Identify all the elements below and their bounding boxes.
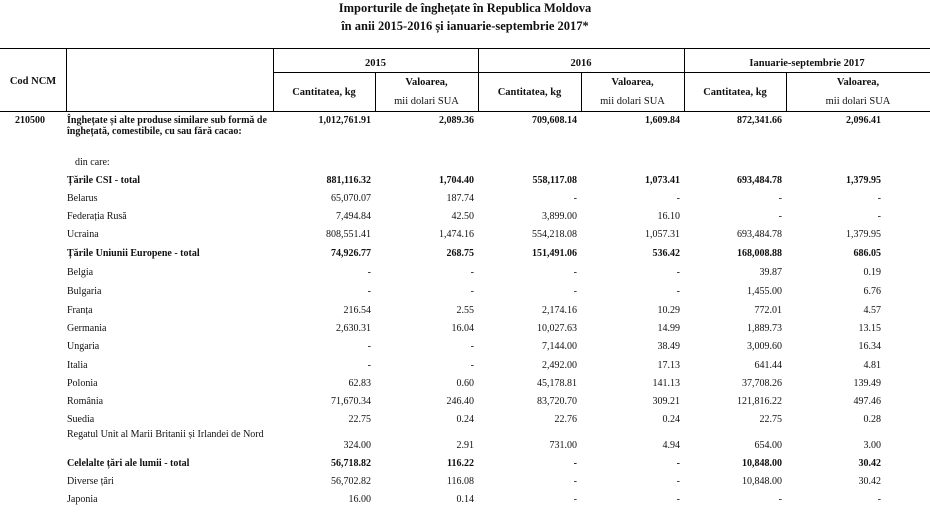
value-2015-cell: 1,474.16 bbox=[439, 229, 474, 240]
value-2015-cell: - bbox=[470, 360, 474, 371]
row-label: Regatul Unit al Marii Britanii și Irlandei de Nord bbox=[67, 429, 264, 440]
quantity-2016-cell: - bbox=[573, 476, 577, 487]
value-2015-cell: 42.50 bbox=[451, 211, 474, 222]
quantity-2015-cell: 324.00 bbox=[343, 440, 371, 451]
value-2016-cell: - bbox=[676, 458, 680, 469]
value-2017-cell: 4.57 bbox=[863, 305, 881, 316]
value-2017-cell: 3.00 bbox=[863, 440, 881, 451]
quantity-2015-cell: 65,070.07 bbox=[331, 193, 371, 204]
quantity-2017-cell: 39.87 bbox=[759, 267, 782, 278]
row-label: Belgia bbox=[67, 267, 94, 278]
value-2016-cell: 16.10 bbox=[657, 211, 680, 222]
cod-ncm-header: Cod NCM bbox=[9, 76, 57, 87]
quantity-2015-cell: 56,718.82 bbox=[331, 458, 371, 469]
value-2015-cell: 0.24 bbox=[456, 414, 474, 425]
value-2015-cell: 2.55 bbox=[456, 305, 474, 316]
value-2016-cell: - bbox=[676, 286, 680, 297]
value-2017-cell: 4.81 bbox=[863, 360, 881, 371]
value-2015-cell: 2.91 bbox=[456, 440, 474, 451]
table-title-line1: Importurile de înghețate în Republica Moldova bbox=[338, 1, 592, 15]
value-2017-cell: 13.15 bbox=[858, 323, 881, 334]
quantity-2016-cell: 731.00 bbox=[549, 440, 577, 451]
quantity-2017-cell: 37,708.26 bbox=[742, 378, 782, 389]
row-label: Federația Rusă bbox=[67, 211, 127, 222]
value-2017-cell: 2,096.41 bbox=[846, 115, 881, 126]
quantity-2015-cell: 216.54 bbox=[343, 305, 371, 316]
quantity-2017-cell: - bbox=[778, 211, 782, 222]
header-mid-rule bbox=[273, 72, 930, 73]
quantity-2015-cell: 881,116.32 bbox=[326, 175, 371, 186]
value-2015-cell: 16.04 bbox=[451, 323, 474, 334]
value-unit-header: mii dolari SUA bbox=[600, 96, 665, 107]
quantity-2015-cell: 74,926.77 bbox=[331, 248, 371, 259]
quantity-2016-cell: 2,492.00 bbox=[542, 360, 577, 371]
value-2017-cell: 1,379.95 bbox=[846, 229, 881, 240]
quantity-2017-cell: 1,889.73 bbox=[747, 323, 782, 334]
quantity-2015-cell: 56,702.82 bbox=[331, 476, 371, 487]
table-title-line2: în anii 2015-2016 și ianuarie-septembrie 2017* bbox=[341, 19, 589, 33]
value-2016-cell: 0.24 bbox=[662, 414, 680, 425]
quantity-2016-cell: 151,491.06 bbox=[532, 248, 577, 259]
row-label: România bbox=[67, 396, 104, 407]
quantity-2016-cell: 10,027.63 bbox=[537, 323, 577, 334]
value-2015-cell: 116.08 bbox=[446, 476, 474, 487]
row-label: Ucraina bbox=[67, 229, 99, 240]
row-label: Germania bbox=[67, 323, 107, 334]
quantity-2016-cell: 83,720.70 bbox=[537, 396, 577, 407]
period-header-2016: 2016 bbox=[570, 58, 592, 69]
quantity-2015-cell: - bbox=[367, 267, 371, 278]
quantity-2016-cell: 45,178.81 bbox=[537, 378, 577, 389]
value-2017-cell: 1,379.95 bbox=[846, 175, 881, 186]
value-2017-cell: - bbox=[877, 211, 881, 222]
quantity-2016-cell: 22.76 bbox=[554, 414, 577, 425]
row-label: Polonia bbox=[67, 378, 98, 389]
value-2016-cell: 141.13 bbox=[652, 378, 680, 389]
quantity-2015-cell: - bbox=[367, 360, 371, 371]
value-2016-cell: - bbox=[676, 193, 680, 204]
value-2015-cell: 2,089.36 bbox=[439, 115, 474, 126]
quantity-2015-cell: 2,630.31 bbox=[336, 323, 371, 334]
value-2015-cell: 268.75 bbox=[446, 248, 474, 259]
value-2016-cell: 14.99 bbox=[657, 323, 680, 334]
row-label: Bulgaria bbox=[67, 286, 102, 297]
quantity-2015-cell: 22.75 bbox=[348, 414, 371, 425]
value-2016-cell: 17.13 bbox=[657, 360, 680, 371]
value-2017-cell: 30.42 bbox=[858, 476, 881, 487]
quantity-header: Cantitatea, kg bbox=[497, 87, 562, 98]
value-2015-cell: 187.74 bbox=[446, 193, 474, 204]
quantity-2016-cell: - bbox=[573, 267, 577, 278]
quantity-2017-cell: 3,009.60 bbox=[747, 341, 782, 352]
value-2016-cell: 1,057.31 bbox=[645, 229, 680, 240]
row-label: Celelalte țări ale lumii - total bbox=[67, 458, 190, 469]
quantity-2017-cell: 1,455.00 bbox=[747, 286, 782, 297]
value-2016-cell: 4.94 bbox=[662, 440, 680, 451]
quantity-2017-cell: 22.75 bbox=[759, 414, 782, 425]
row-label: Țările Uniunii Europene - total bbox=[67, 248, 200, 259]
quantity-2015-cell: 808,551.41 bbox=[326, 229, 371, 240]
row-label: Înghețate și alte produse similare sub formă de înghețată, comestibile, cu sau fără cacao: bbox=[67, 115, 267, 137]
quantity-2015-cell: 1,012,761.91 bbox=[318, 115, 371, 126]
value-2017-cell: 0.19 bbox=[863, 267, 881, 278]
value-2016-cell: - bbox=[676, 267, 680, 278]
row-label: din care: bbox=[75, 157, 110, 168]
value-2017-cell: 0.28 bbox=[863, 414, 881, 425]
quantity-2016-cell: 3,899.00 bbox=[542, 211, 577, 222]
value-2017-cell: 16.34 bbox=[858, 341, 881, 352]
value-header: Valoarea, bbox=[405, 77, 448, 88]
quantity-header: Cantitatea, kg bbox=[292, 87, 356, 98]
value-unit-header: mii dolari SUA bbox=[825, 96, 891, 107]
row-label: Franța bbox=[67, 305, 93, 316]
quantity-2017-cell: 654.00 bbox=[754, 440, 782, 451]
value-2016-cell: - bbox=[676, 476, 680, 487]
row-label: Belarus bbox=[67, 193, 98, 204]
value-2016-cell: 1,073.41 bbox=[645, 175, 680, 186]
quantity-2016-cell: - bbox=[573, 286, 577, 297]
quantity-2017-cell: - bbox=[778, 193, 782, 204]
value-2016-cell: - bbox=[676, 494, 680, 505]
row-label: Țările CSI - total bbox=[67, 175, 141, 186]
row-label: Japonia bbox=[67, 494, 98, 505]
value-2017-cell: 6.76 bbox=[863, 286, 881, 297]
quantity-2016-cell: 7,144.00 bbox=[542, 341, 577, 352]
quantity-2016-cell: 554,218.08 bbox=[532, 229, 577, 240]
quantity-2016-cell: - bbox=[573, 494, 577, 505]
quantity-2016-cell: 709,608.14 bbox=[532, 115, 577, 126]
row-label: Suedia bbox=[67, 414, 95, 425]
quantity-2016-cell: - bbox=[573, 193, 577, 204]
quantity-2016-cell: 2,174.16 bbox=[542, 305, 577, 316]
value-2017-cell: - bbox=[877, 494, 881, 505]
value-2015-cell: - bbox=[470, 341, 474, 352]
period-header-2017: Ianuarie-septembrie 2017 bbox=[749, 58, 865, 69]
value-2015-cell: 116.22 bbox=[447, 458, 474, 469]
value-2016-cell: 10.29 bbox=[657, 305, 680, 316]
value-unit-header: mii dolari SUA bbox=[394, 96, 459, 107]
row-label: Ungaria bbox=[67, 341, 100, 352]
quantity-2017-cell: 121,816.22 bbox=[737, 396, 782, 407]
value-header: Valoarea, bbox=[836, 77, 880, 88]
value-2015-cell: - bbox=[470, 286, 474, 297]
quantity-2017-cell: - bbox=[778, 494, 782, 505]
quantity-2017-cell: 772.01 bbox=[754, 305, 782, 316]
quantity-2015-cell: - bbox=[367, 341, 371, 352]
value-2017-cell: 139.49 bbox=[853, 378, 881, 389]
row-label: Diverse țări bbox=[67, 476, 114, 487]
quantity-2016-cell: - bbox=[573, 458, 577, 469]
value-2017-cell: - bbox=[877, 193, 881, 204]
value-2016-cell: 38.49 bbox=[657, 341, 680, 352]
value-2015-cell: 0.60 bbox=[456, 378, 474, 389]
quantity-2015-cell: - bbox=[367, 286, 371, 297]
value-2015-cell: 246.40 bbox=[446, 396, 474, 407]
header-top-rule bbox=[0, 48, 930, 49]
quantity-2017-cell: 168,008.88 bbox=[737, 248, 782, 259]
value-2017-cell: 30.42 bbox=[858, 458, 881, 469]
ncm-code-cell: 210500 bbox=[15, 115, 45, 126]
quantity-2016-cell: 558,117.08 bbox=[532, 175, 577, 186]
quantity-2015-cell: 16.00 bbox=[348, 494, 371, 505]
value-2015-cell: 1,704.40 bbox=[439, 175, 474, 186]
value-2016-cell: 309.21 bbox=[652, 396, 680, 407]
value-2015-cell: 0.14 bbox=[456, 494, 474, 505]
quantity-2015-cell: 7,494.84 bbox=[336, 211, 371, 222]
header-divider bbox=[66, 48, 67, 111]
row-label: Italia bbox=[67, 360, 88, 371]
quantity-2017-cell: 872,341.66 bbox=[737, 115, 782, 126]
quantity-2017-cell: 641.44 bbox=[754, 360, 782, 371]
value-2015-cell: - bbox=[470, 267, 474, 278]
quantity-2017-cell: 10,848.00 bbox=[742, 458, 782, 469]
period-header-2015: 2015 bbox=[365, 58, 386, 69]
quantity-2017-cell: 693,484.78 bbox=[737, 175, 782, 186]
value-header: Valoarea, bbox=[611, 77, 654, 88]
header-bottom-rule bbox=[0, 111, 930, 112]
quantity-2015-cell: 62.83 bbox=[348, 378, 371, 389]
quantity-header: Cantitatea, kg bbox=[703, 87, 767, 98]
quantity-2015-cell: 71,670.34 bbox=[331, 396, 371, 407]
value-2016-cell: 536.42 bbox=[652, 248, 680, 259]
value-2017-cell: 497.46 bbox=[853, 396, 881, 407]
quantity-2017-cell: 693,484.78 bbox=[737, 229, 782, 240]
value-2016-cell: 1,609.84 bbox=[645, 115, 680, 126]
value-2017-cell: 686.05 bbox=[853, 248, 881, 259]
quantity-2017-cell: 10,848.00 bbox=[742, 476, 782, 487]
